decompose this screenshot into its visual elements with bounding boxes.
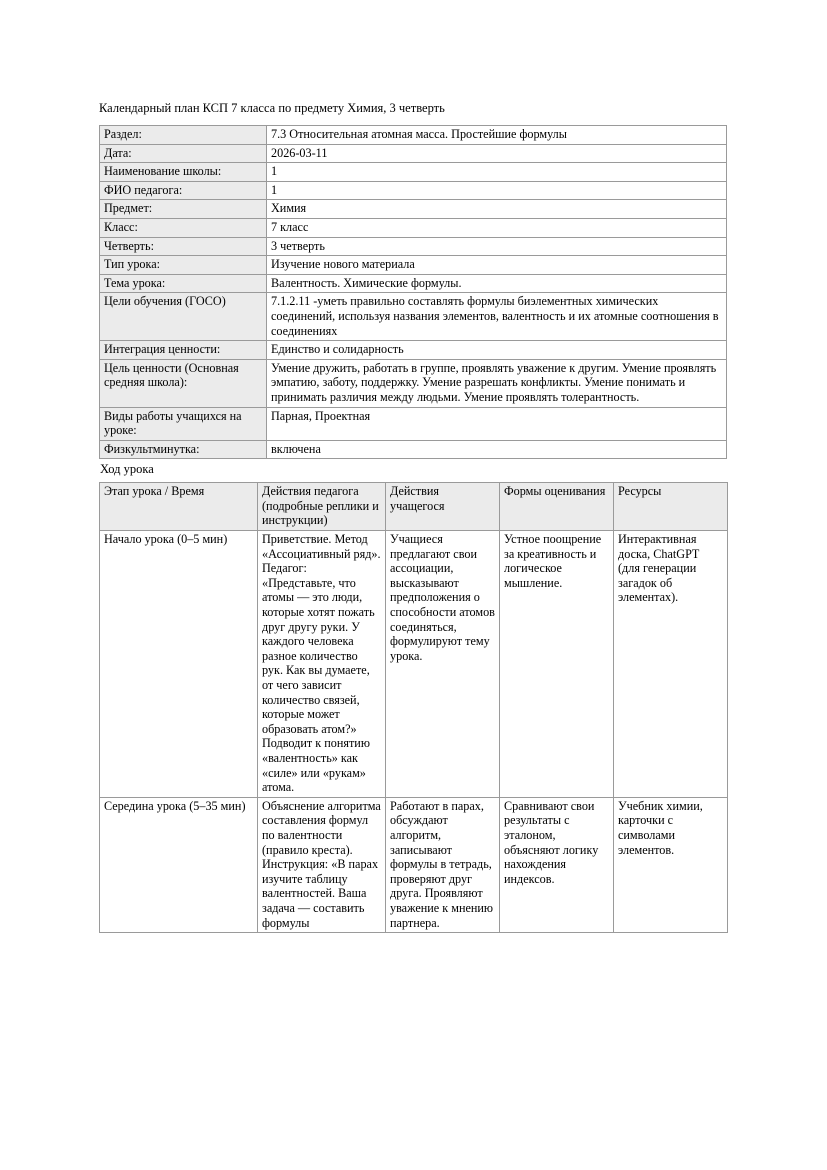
cell-stage: Середина урока (5–35 мин) [100,797,258,932]
info-value: Парная, Проектная [267,407,727,440]
info-label: Цели обучения (ГОСО) [100,293,267,341]
table-row [100,200,727,219]
info-value: 3 четверть [267,237,727,256]
cell-student-actions: Учащиеся предлагают свои ассоциации, высказывают предположения о способности атомов соединяться, формулируют тему урока. [386,531,500,798]
info-label: Физкультминутка: [100,440,267,459]
table-row [100,407,727,440]
table-row [100,256,727,275]
info-label: Четверть: [100,237,267,256]
info-value: 7.1.2.11 -уметь правильно составлять формулы биэлементных химических соединений, используя названия элементов, валентность и их атомные соотношения в соединениях [267,293,727,341]
info-value: Умение дружить, работать в группе, проявлять уважение к другим. Умение проявлять эмпатию, заботу, поддержку. Умение разрешать конфликты. Умение понимать и принимать различия между людьми. Умение проявлять толерантность. [267,359,727,407]
table-row [100,126,727,145]
cell-resources: Интерактивная доска, ChatGPT (для генерации загадок об элементах). [614,531,728,798]
info-value: Единство и солидарность [267,341,727,360]
cell-teacher-actions: Объяснение алгоритма составления формул по валентности (правило креста). Инструкция: «В парах изучите таблицу валентностей. Ваша задача — составить формулы [258,797,386,932]
column-header-resources: Ресурсы [614,483,728,531]
table-row [100,440,727,459]
info-label: Класс: [100,218,267,237]
info-label: Наименование школы: [100,163,267,182]
table-row [100,293,727,341]
cell-stage: Начало урока (0–5 мин) [100,531,258,798]
info-value: Химия [267,200,727,219]
lesson-course-table [99,482,728,933]
column-header-stage: Этап урока / Время [100,483,258,531]
info-label: Раздел: [100,126,267,145]
info-label: Предмет: [100,200,267,219]
table-row [100,274,727,293]
cell-assessment: Сравнивают свои результаты с эталоном, объясняют логику нахождения индексов. [500,797,614,932]
table-row [100,531,728,798]
info-label: Тема урока: [100,274,267,293]
info-label: ФИО педагога: [100,181,267,200]
table-row [100,359,727,407]
table-row [100,218,727,237]
column-header-teacher-actions: Действия педагога (подробные реплики и инструкции) [258,483,386,531]
cell-resources: Учебник химии, карточки с символами элементов. [614,797,728,932]
info-label: Цель ценности (Основная средняя школа): [100,359,267,407]
column-header-student-actions: Действия учащегося [386,483,500,531]
info-value: включена [267,440,727,459]
column-header-assessment: Формы оценивания [500,483,614,531]
table-row [100,341,727,360]
info-value: 7.3 Относительная атомная масса. Простейшие формулы [267,126,727,145]
info-value: 1 [267,163,727,182]
info-label: Дата: [100,144,267,163]
info-value: Валентность. Химические формулы. [267,274,727,293]
info-label: Тип урока: [100,256,267,275]
cell-student-actions: Работают в парах, обсуждают алгоритм, записывают формулы в тетрадь, проверяют друг друга. Проявляют уважение к мнению партнера. [386,797,500,932]
table-row [100,237,727,256]
info-value: 2026-03-11 [267,144,727,163]
table-header-row [100,483,728,531]
info-label: Интеграция ценности: [100,341,267,360]
info-value: 1 [267,181,727,200]
section-caption: Ход урока [100,462,154,477]
table-row [100,181,727,200]
table-row [100,797,728,932]
info-label: Виды работы учащихся на уроке: [100,407,267,440]
cell-assessment: Устное поощрение за креативность и логическое мышление. [500,531,614,798]
table-row [100,144,727,163]
cell-teacher-actions: Приветствие. Метод «Ассоциативный ряд». Педагог: «Представьте, что атомы — это люди, которые хотят пожать друг другу руки. У каждого человека разное количество рук. Как вы думаете, от чего зависит количество связей, которые может образовать атом?» Подводит к понятию «валентность» как «силе» или «рукам» атома. [258,531,386,798]
info-value: Изучение нового материала [267,256,727,275]
page-title: Календарный план КСП 7 класса по предмету Химия, 3 четверть [99,101,445,115]
info-value: 7 класс [267,218,727,237]
lesson-info-table [99,125,727,459]
table-row [100,163,727,182]
